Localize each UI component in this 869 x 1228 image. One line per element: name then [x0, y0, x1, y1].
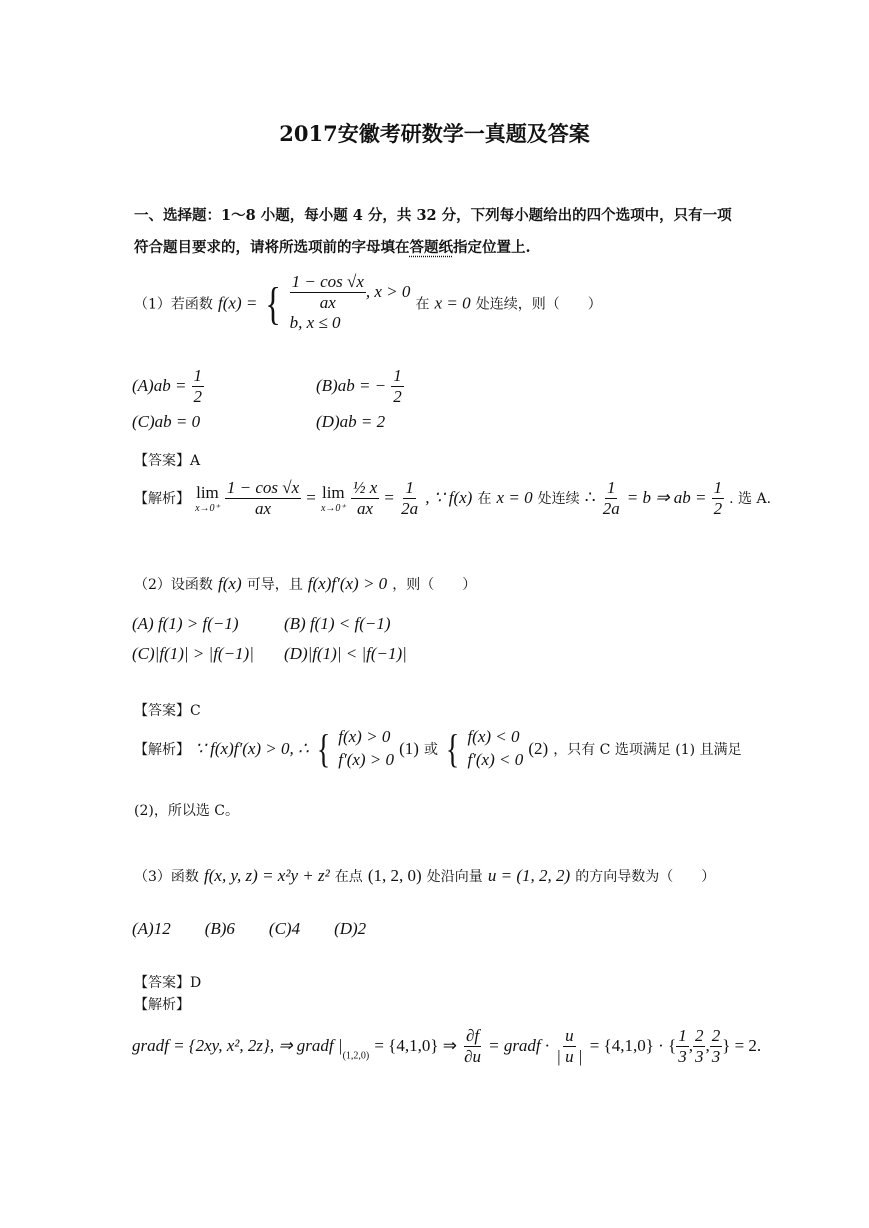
q3-answer: 【答案】D [134, 975, 202, 991]
q3-exp-label: 【解析】 [134, 997, 190, 1013]
q1-option-b-label: (B)ab = − [316, 376, 387, 396]
section-line2-a: 符合题目要求的，请将所选项前的字母填在 [134, 239, 410, 256]
q1-option-a-den: 2 [193, 386, 203, 406]
q1-brace: { [265, 277, 282, 329]
q2-option-d: (D)|f(1)| < |f(−1)| [284, 644, 407, 663]
q1-exp-t1: 在 [477, 491, 492, 508]
q1-exp-num1: 1 − cos √x [226, 478, 300, 497]
q3-exp-partial [462, 1026, 483, 1066]
q3-exp-b: = {4,1,0} ⇒ [374, 1036, 457, 1056]
section-line2-b: 指定位置上. [453, 239, 531, 256]
q3-t3: 的方向导数为（ ） [575, 869, 716, 885]
q1-exp-lim1-text: lim [196, 482, 219, 502]
q1-exp-num5: 1 [713, 478, 723, 497]
q3-exp-a: gradf = {2xy, x², 2z}, ⇒ gradf | [132, 1036, 343, 1056]
q3-f2d: 3 [694, 1046, 704, 1066]
q1-exp-frac3 [399, 478, 420, 518]
q2-mid: 可导，且 [246, 577, 303, 593]
q1-exp-therefore: ∴ [584, 488, 596, 508]
q3-comma-1: , [688, 1036, 693, 1056]
q1-exp-rest: = b ⇒ ab = [626, 488, 707, 508]
q2-option-c: (C)|f(1)| > |f(−1)| [132, 644, 254, 663]
q1-case1-den: ax [319, 292, 336, 312]
q1-exp-eq2: = [384, 488, 394, 508]
q3-prefix: （3）函数 [134, 869, 199, 885]
q2-answer: 【答案】C [134, 703, 201, 719]
q3-frac-1 [676, 1026, 689, 1066]
q1-option-a-num: 1 [193, 366, 203, 385]
q1-option-b-num: 1 [393, 366, 402, 385]
q1-exp-lim1-sub: x→0⁺ [195, 502, 220, 514]
q1-exp-frac1 [225, 478, 301, 518]
q2-brace-2: { [446, 725, 460, 771]
q3-exp-sub: (1,2,0) [342, 1050, 370, 1062]
q3-t1: 在点 [334, 869, 363, 885]
q2-sys2-tag: (2) [528, 738, 549, 758]
q1-case1-cond: , x > 0 [365, 281, 411, 301]
q1-option-c: (C)ab = 0 [132, 412, 201, 431]
q1-exp-den3: 2a [401, 498, 419, 518]
q1-fx: f(x) = [218, 293, 258, 313]
q1-option-b-frac [391, 366, 404, 406]
q2-sys2-b: f′(x) < 0 [467, 749, 524, 769]
q3-frac-3 [710, 1026, 723, 1066]
q3-f2n: 2 [694, 1026, 704, 1045]
q3-exp-e: } = 2. [722, 1036, 762, 1056]
q1-exp-den5: 2 [713, 498, 723, 518]
q1-explanation [134, 478, 771, 518]
q1-suffix-a: 在 [415, 296, 430, 313]
q2-sys1-a: f(x) > 0 [338, 727, 391, 746]
q2-explanation [134, 726, 742, 772]
q2-option-a: (A) f(1) > f(−1) [132, 614, 239, 633]
q2-exp-label: 【解析】 [134, 741, 190, 758]
q2-option-b: (B) f(1) < f(−1) [284, 614, 391, 633]
q1-cases [290, 272, 411, 335]
q1-case1-num: 1 − cos √x [291, 272, 364, 291]
q1-exp-num3: 1 [405, 478, 414, 497]
q1-exp-frac5 [712, 478, 725, 518]
q1-exp-lim2-text: lim [321, 482, 345, 502]
page-title: 2017安徽考研数学一真题及答案 [279, 121, 590, 146]
section-line2-emphasis: 答题纸 [409, 239, 453, 256]
section-heading-line2 [134, 236, 531, 257]
q1-exp-num4: 1 [606, 478, 616, 497]
q1-exp-den4: 2a [602, 498, 620, 518]
q2-brace-1: { [316, 725, 331, 771]
q2-suffix: ，则（ ） [392, 577, 477, 593]
q1-case1-fraction [290, 272, 366, 312]
q3-comma-2: , [705, 1036, 710, 1056]
q3-vector: u = (1, 2, 2) [487, 866, 571, 885]
q1-exp-eq1: = [306, 488, 316, 508]
q3-exp-pden: ∂u [464, 1046, 481, 1066]
q1-exp-t2: 处连续 [537, 491, 580, 508]
q1-cond: x = 0 [434, 293, 471, 313]
q1-exp-lim2 [321, 483, 346, 514]
q1-case2: b, x ≤ 0 [289, 313, 341, 333]
q2-sys1-tag: (1) [399, 738, 419, 758]
q1-option-b-den: 2 [393, 386, 402, 406]
q3-f1d: 3 [678, 1046, 687, 1066]
q3-explanation [132, 1026, 761, 1066]
q1-exp-mid: , ∵ f(x) [425, 488, 473, 508]
q1-exp-frac2 [351, 478, 380, 518]
q3-frac-2 [693, 1026, 706, 1066]
q1-answer: 【答案】A [134, 453, 201, 469]
q2-statement [134, 574, 476, 594]
section-heading-line1: 一、选择题：1～8 小题，每小题 4 分，共 32 分，下列每小题给出的四个选项中，只有一项 [134, 207, 732, 224]
q1-exp-label: 【解析】 [134, 491, 190, 508]
q1-exp-num2: ½ x [352, 478, 378, 497]
q1-exp-den2: ax [357, 498, 374, 518]
q2-prefix: （2）设函数 [134, 577, 213, 593]
q3-f3d: 3 [711, 1046, 721, 1066]
q3-point: (1, 2, 0) [367, 866, 422, 885]
q1-exp-lim1 [195, 483, 220, 514]
q2-sys1-b: f′(x) > 0 [338, 749, 395, 769]
q3-f1n: 1 [678, 1026, 687, 1045]
q1-option-a-label: (A)ab = [132, 376, 187, 396]
q1-exp-frac4 [601, 478, 622, 518]
q2-sys2-a: f(x) < 0 [467, 727, 520, 746]
q3-exp-c: = gradf · [488, 1036, 550, 1056]
q1-option-a-frac [192, 366, 205, 406]
q2-or: 或 [424, 741, 439, 758]
q1-exp-lim2-sub: x→0⁺ [320, 502, 346, 514]
q3-f3n: 2 [711, 1026, 721, 1045]
q3-exp-unum: u [565, 1026, 574, 1045]
q1-prefix: （1）若函数 [134, 296, 213, 313]
q2-exp-line2: (2)，所以选 C。 [134, 803, 239, 819]
q3-exp-uden: | u | [556, 1046, 583, 1066]
q2-cond: f(x)f′(x) > 0 [307, 574, 388, 593]
q1-exp-cond: x = 0 [496, 488, 533, 508]
q1-exp-den1: ax [255, 498, 272, 518]
q1-option-d: (D)ab = 2 [316, 412, 386, 431]
q1-option-b [316, 366, 404, 406]
q3-statement [134, 866, 715, 886]
q3-func: f(x, y, z) = x²y + z² [204, 866, 330, 885]
q1-exp-end: . 选 A. [729, 491, 772, 508]
q2-exp-tail: ，只有 C 选项满足 (1) 且满足 [553, 741, 742, 758]
q3-t2: 处沿向量 [426, 869, 483, 885]
q1-suffix-b: 处连续，则（ ） [475, 296, 602, 313]
q3-options: (A)12 (B)6 (C)4 (D)2 [132, 919, 367, 938]
q2-exp-cond: ∵ f(x)f′(x) > 0, ∴ [195, 738, 309, 758]
q2-fx: f(x) [218, 574, 242, 593]
q1-option-a [132, 366, 204, 406]
q3-exp-unit [554, 1026, 584, 1066]
q1-statement [134, 272, 602, 335]
q3-exp-pnum: ∂f [465, 1026, 480, 1045]
q2-system-1 [338, 726, 394, 772]
q3-exp-d: = {4,1,0} · { [589, 1036, 677, 1056]
q2-system-2 [467, 726, 523, 772]
